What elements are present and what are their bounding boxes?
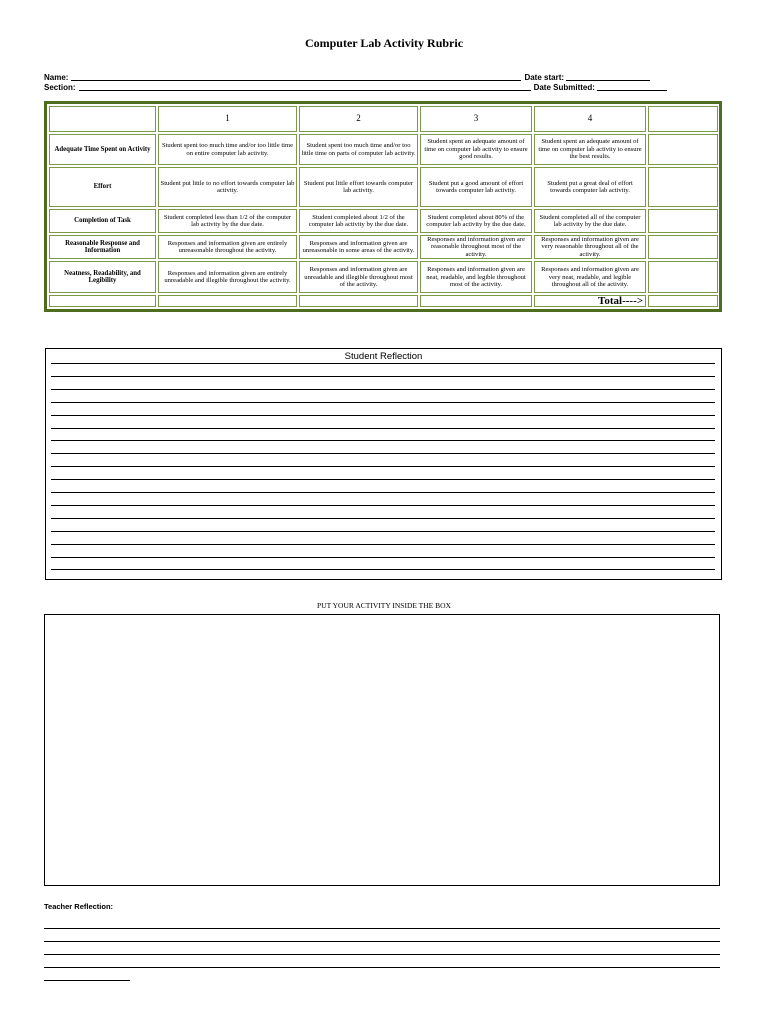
reflection-writing-line[interactable] xyxy=(51,402,715,403)
reflection-writing-line[interactable] xyxy=(51,531,715,532)
score-header-3: 3 xyxy=(420,106,532,132)
rubric-cell: Responses and information given are neat, readable, and legible throughout most of the activity. xyxy=(420,261,532,293)
student-reflection-box[interactable] xyxy=(45,348,722,580)
total-score-cell[interactable] xyxy=(648,295,718,307)
reflection-writing-line[interactable] xyxy=(51,428,715,429)
reflection-writing-line[interactable] xyxy=(51,492,715,493)
reflection-writing-line[interactable] xyxy=(51,440,715,441)
rubric-cell: Responses and information given are unreasonable in some areas of the activity. xyxy=(299,235,418,259)
score-entry-cell[interactable] xyxy=(648,261,718,293)
score-header-2: 2 xyxy=(299,106,418,132)
rubric-cell: Student completed about 80% of the computer lab activity by the due date. xyxy=(420,209,532,233)
teacher-writing-line[interactable] xyxy=(44,980,130,981)
reflection-writing-line[interactable] xyxy=(51,505,715,506)
date-start-label: Date start: xyxy=(524,73,565,82)
rubric-table xyxy=(44,101,722,312)
rubric-row xyxy=(49,134,718,165)
criterion-label: Adequate Time Spent on Activity xyxy=(49,134,156,165)
rubric-row xyxy=(49,261,718,293)
rubric-cell: Student put little to no effort towards computer lab activity. xyxy=(158,167,297,207)
reflection-writing-line[interactable] xyxy=(51,376,715,377)
score-cell-header[interactable] xyxy=(648,106,718,132)
score-header-1: 1 xyxy=(158,106,297,132)
teacher-writing-line[interactable] xyxy=(44,954,720,955)
reflection-writing-line[interactable] xyxy=(51,518,715,519)
score-entry-cell[interactable] xyxy=(648,134,718,165)
rubric-cell: Responses and information given are reasonable throughout most of the activity. xyxy=(420,235,532,259)
rubric-cell: Student put a good amount of effort towards computer lab activity. xyxy=(420,167,532,207)
section-label: Section: xyxy=(44,83,76,92)
activity-box-label: PUT YOUR ACTIVITY INSIDE THE BOX xyxy=(317,601,451,610)
rubric-cell: Student spent an adequate amount of time on computer lab activity to ensure the best results. xyxy=(534,134,646,165)
rubric-cell: Responses and information given are unreadable and illegible throughout most of the activity. xyxy=(299,261,418,293)
date-submitted-label: Date Submitted: xyxy=(533,83,595,92)
score-entry-cell[interactable] xyxy=(648,209,718,233)
criterion-label: Neatness, Readability, and Legibility xyxy=(49,261,156,293)
teacher-writing-line[interactable] xyxy=(44,941,720,942)
rubric-cell: Student put a great deal of effort towards computer lab activity. xyxy=(534,167,646,207)
score-entry-cell[interactable] xyxy=(648,167,718,207)
rubric-cell: Responses and information given are very neat, readable, and legible throughout all of the activity. xyxy=(534,261,646,293)
total-blank xyxy=(299,295,418,307)
page-title: Computer Lab Activity Rubric xyxy=(304,36,464,50)
name-label: Name: xyxy=(44,73,69,82)
reflection-writing-line[interactable] xyxy=(51,569,715,570)
reflection-writing-line[interactable] xyxy=(51,466,715,467)
teacher-writing-line[interactable] xyxy=(44,928,720,929)
rubric-cell: Responses and information given are entirely unreasonable throughout the activity. xyxy=(158,235,297,259)
score-header-4: 4 xyxy=(534,106,646,132)
reflection-writing-line[interactable] xyxy=(51,415,715,416)
reflection-writing-line[interactable] xyxy=(51,363,715,364)
criterion-label: Completion of Task xyxy=(49,209,156,233)
score-entry-cell[interactable] xyxy=(648,235,718,259)
rubric-cell: Responses and information given are very reasonable throughout all of the activity. xyxy=(534,235,646,259)
reflection-writing-line[interactable] xyxy=(51,544,715,545)
criterion-label: Effort xyxy=(49,167,156,207)
teacher-writing-line[interactable] xyxy=(44,967,720,968)
rubric-row xyxy=(49,235,718,259)
section-date-submitted-row xyxy=(44,80,684,92)
teacher-reflection-label: Teacher Reflection: xyxy=(44,902,114,911)
reflection-writing-line[interactable] xyxy=(51,557,715,558)
rubric-cell: Student spent too much time and/or too little time on parts of computer lab activity. xyxy=(299,134,418,165)
rubric-header-row xyxy=(49,106,718,132)
rubric-cell: Student spent an adequate amount of time on computer lab activity to ensure good results. xyxy=(420,134,532,165)
criterion-label: Reasonable Response and Information xyxy=(49,235,156,259)
section-field[interactable] xyxy=(79,82,531,91)
total-blank xyxy=(420,295,532,307)
total-label: Total----> xyxy=(534,295,646,307)
rubric-total-row xyxy=(49,295,718,307)
rubric-cell: Student spent too much time and/or too little time on entire computer lab activity. xyxy=(158,134,297,165)
date-submitted-field[interactable] xyxy=(597,82,667,91)
rubric-cell: Student completed about 1/2 of the computer lab activity by the due date. xyxy=(299,209,418,233)
rubric-cell: Responses and information given are entirely unreadable and illegible throughout the activity. xyxy=(158,261,297,293)
rubric-cell: Student completed less than 1/2 of the computer lab activity by the due date. xyxy=(158,209,297,233)
activity-box[interactable] xyxy=(44,614,720,886)
rubric-cell: Student completed all of the computer lab activity by the due date. xyxy=(534,209,646,233)
reflection-writing-line[interactable] xyxy=(51,389,715,390)
rubric-row xyxy=(49,167,718,207)
rubric-cell: Student put little effort towards computer lab activity. xyxy=(299,167,418,207)
rubric-row xyxy=(49,209,718,233)
reflection-writing-line[interactable] xyxy=(51,479,715,480)
header-blank xyxy=(49,106,156,132)
student-reflection-title: Student Reflection xyxy=(344,351,423,362)
total-blank xyxy=(49,295,156,307)
total-blank xyxy=(158,295,297,307)
reflection-writing-line[interactable] xyxy=(51,453,715,454)
